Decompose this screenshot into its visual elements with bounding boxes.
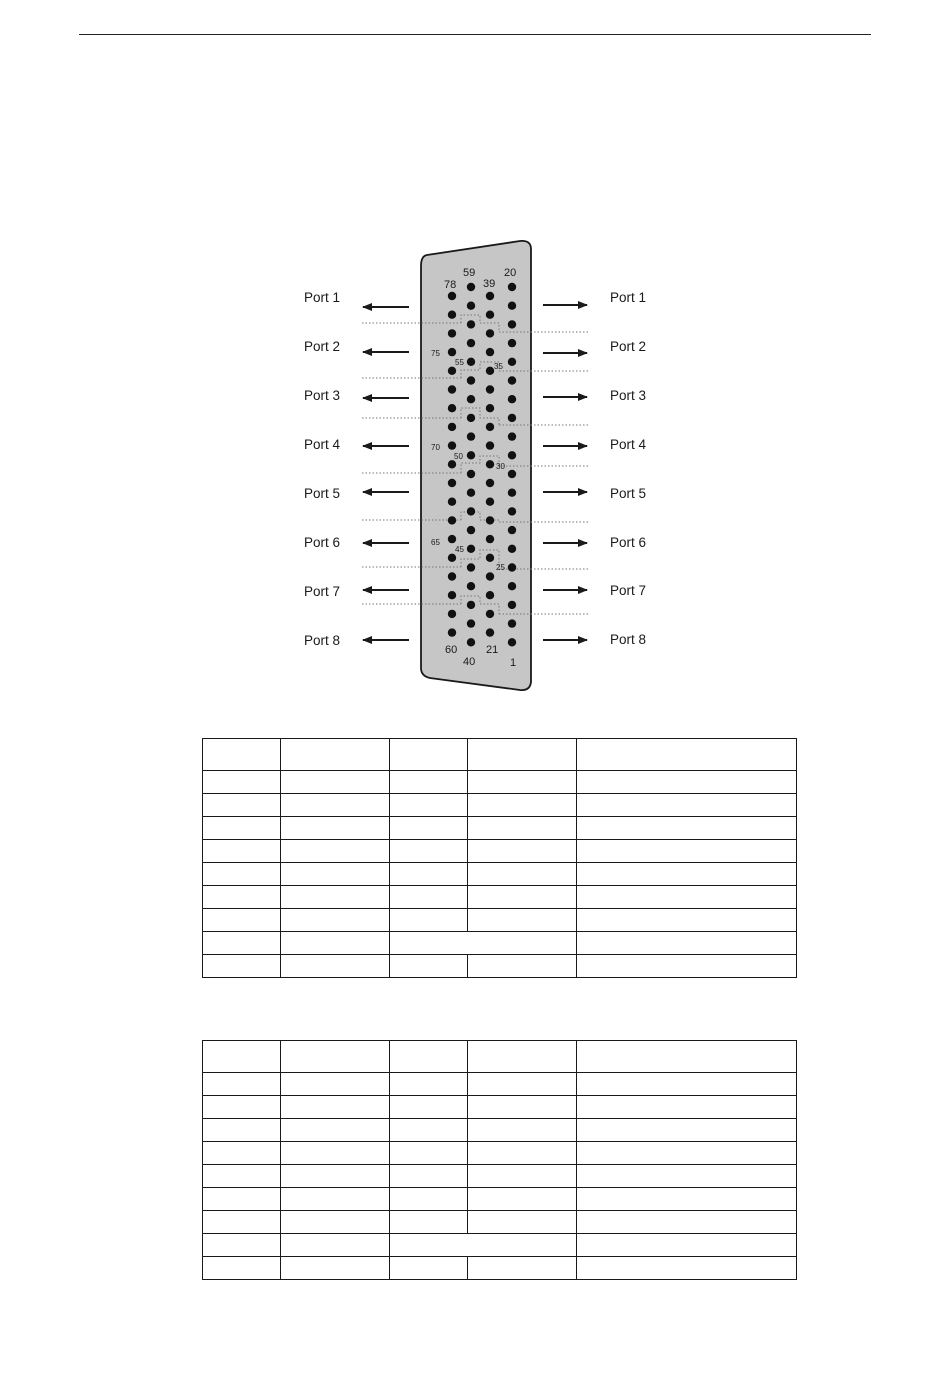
table-cell <box>203 886 281 909</box>
connector-pin <box>508 320 516 328</box>
connector-pin <box>448 535 456 543</box>
table-cell <box>390 1211 468 1234</box>
connector-pin <box>486 404 494 412</box>
connector-pin <box>467 320 475 328</box>
connector-pin <box>486 628 494 636</box>
connector-pin <box>448 479 456 487</box>
table-cell <box>203 1073 281 1096</box>
connector-pin <box>467 507 475 515</box>
connector-pin <box>508 376 516 384</box>
table-cell <box>468 1142 577 1165</box>
table-cell <box>390 1165 468 1188</box>
pin-number-label: 40 <box>463 656 476 668</box>
table-cell <box>577 840 797 863</box>
connector-pin <box>486 292 494 300</box>
table-cell <box>203 1234 281 1257</box>
table-row <box>203 886 797 909</box>
pin-number-label: 55 <box>455 358 464 367</box>
connector-pin <box>508 507 516 515</box>
table-cell <box>281 1165 390 1188</box>
table-cell <box>281 840 390 863</box>
connector-pin <box>508 414 516 422</box>
table-cell <box>281 955 390 978</box>
connector-pin <box>467 526 475 534</box>
table-cell <box>203 794 281 817</box>
connector-pin <box>486 610 494 618</box>
connector-pin <box>448 385 456 393</box>
table-cell <box>468 1257 577 1280</box>
table-cell <box>390 1096 468 1119</box>
connector-pin <box>486 591 494 599</box>
table-cell <box>203 1257 281 1280</box>
table-cell <box>390 1119 468 1142</box>
connector-pin <box>467 489 475 497</box>
table-cell <box>577 1234 797 1257</box>
connector-pin <box>467 545 475 553</box>
table-cell <box>577 909 797 932</box>
connector-pin <box>486 348 494 356</box>
table-cell <box>281 1234 390 1257</box>
connector-pin <box>467 395 475 403</box>
table-cell <box>281 909 390 932</box>
connector-pin <box>448 441 456 449</box>
connector-pin <box>467 582 475 590</box>
connector-pin <box>508 302 516 310</box>
table-cell <box>390 886 468 909</box>
port-label-right: Port 3 <box>610 388 647 403</box>
port-label-left: Port 3 <box>304 388 341 403</box>
table-cell <box>577 1142 797 1165</box>
port-label-left: Port 2 <box>304 339 341 354</box>
table-cell <box>390 739 468 771</box>
table-cell <box>577 1257 797 1280</box>
table-cell <box>390 1041 468 1073</box>
table-cell <box>390 794 468 817</box>
table-row <box>203 1188 797 1211</box>
table-cell <box>577 1211 797 1234</box>
pin-number-label: 1 <box>510 657 517 669</box>
table-cell <box>281 1096 390 1119</box>
connector-pin <box>508 358 516 366</box>
pin-number-label: 21 <box>486 644 499 656</box>
table-cell <box>390 1257 468 1280</box>
table-cell <box>577 955 797 978</box>
table-cell <box>203 1142 281 1165</box>
table-cell <box>468 886 577 909</box>
port-label-left: Port 7 <box>304 584 341 599</box>
table-cell <box>281 817 390 840</box>
table-row <box>203 840 797 863</box>
table-cell <box>390 1234 577 1257</box>
table-cell <box>577 794 797 817</box>
connector-pin <box>508 638 516 646</box>
connector-pin <box>448 591 456 599</box>
table-cell <box>468 863 577 886</box>
table-cell <box>203 1165 281 1188</box>
table-cell <box>468 771 577 794</box>
connector-pin <box>467 283 475 291</box>
connector-pin <box>508 545 516 553</box>
table-cell <box>577 771 797 794</box>
table-cell <box>468 817 577 840</box>
table-header-row <box>203 1041 797 1073</box>
connector-pin <box>448 311 456 319</box>
table-cell <box>203 1041 281 1073</box>
table-row <box>203 1165 797 1188</box>
connector-pin <box>467 451 475 459</box>
connector-pin <box>508 489 516 497</box>
connector-pin <box>448 572 456 580</box>
connector-pin <box>467 339 475 347</box>
table-cell <box>203 1119 281 1142</box>
table-cell <box>468 1119 577 1142</box>
table-cell <box>468 909 577 932</box>
table-cell <box>203 840 281 863</box>
connector-pin <box>448 348 456 356</box>
table-cell <box>577 1119 797 1142</box>
table-cell <box>390 840 468 863</box>
connector-pin <box>508 283 516 291</box>
connector-pin <box>448 329 456 337</box>
connector-pin <box>448 423 456 431</box>
pin-number-label: 25 <box>496 563 505 572</box>
table-row <box>203 1096 797 1119</box>
table-cell <box>203 771 281 794</box>
connector-pin <box>508 451 516 459</box>
table-cell <box>468 1188 577 1211</box>
table-row <box>203 817 797 840</box>
table-row <box>203 932 797 955</box>
table-row <box>203 794 797 817</box>
table-cell <box>281 1142 390 1165</box>
pin-number-label: 60 <box>445 644 458 656</box>
pin-number-label: 35 <box>494 362 503 371</box>
table-row <box>203 1234 797 1257</box>
connector-pin <box>486 554 494 562</box>
port-label-right: Port 6 <box>610 535 647 550</box>
table-cell <box>390 932 577 955</box>
connector-pin <box>486 329 494 337</box>
table-cell <box>281 1041 390 1073</box>
connector-pin <box>448 610 456 618</box>
table-cell <box>468 739 577 771</box>
table-cell <box>577 817 797 840</box>
connector-pin <box>467 376 475 384</box>
connector-pin <box>467 470 475 478</box>
table-cell <box>281 1257 390 1280</box>
pin-number-label: 20 <box>504 267 517 279</box>
table-cell <box>203 932 281 955</box>
connector-pin <box>486 441 494 449</box>
table-row <box>203 909 797 932</box>
table-cell <box>577 863 797 886</box>
table-cell <box>281 1073 390 1096</box>
port-label-right: Port 4 <box>610 437 647 452</box>
connector-pin <box>508 339 516 347</box>
connector-pin <box>486 367 494 375</box>
table-cell <box>390 1142 468 1165</box>
table-cell <box>468 955 577 978</box>
port-label-right: Port 5 <box>610 486 647 501</box>
table-cell <box>577 886 797 909</box>
connector-pin <box>508 582 516 590</box>
table-row <box>203 771 797 794</box>
table-cell <box>390 771 468 794</box>
connector-pin <box>508 395 516 403</box>
table-cell <box>390 1188 468 1211</box>
connector-pin <box>448 460 456 468</box>
table-cell <box>281 739 390 771</box>
table-cell <box>468 794 577 817</box>
table-cell <box>390 817 468 840</box>
connector-pin <box>448 292 456 300</box>
table-cell <box>468 1073 577 1096</box>
connector-pin <box>467 638 475 646</box>
connector-pin <box>467 619 475 627</box>
table-cell <box>577 739 797 771</box>
table-cell <box>281 1188 390 1211</box>
connector-pin <box>448 554 456 562</box>
table-header-row <box>203 739 797 771</box>
port-label-left: Port 8 <box>304 633 341 648</box>
connector-pin <box>508 563 516 571</box>
connector-pin <box>467 432 475 440</box>
table-cell <box>468 1211 577 1234</box>
table-row <box>203 955 797 978</box>
connector-pin <box>486 516 494 524</box>
table-cell <box>577 1188 797 1211</box>
port-label-right: Port 7 <box>610 583 647 598</box>
port-label-left: Port 1 <box>304 290 341 305</box>
table-cell <box>390 863 468 886</box>
table-cell <box>468 1096 577 1119</box>
connector-pin <box>448 404 456 412</box>
connector-pin <box>486 535 494 543</box>
pin-assignment-table-1 <box>202 738 797 978</box>
port-label-right: Port 8 <box>610 632 647 647</box>
connector-pin <box>448 498 456 506</box>
table-cell <box>281 771 390 794</box>
table-row <box>203 1257 797 1280</box>
port-label-left: Port 5 <box>304 486 341 501</box>
connector-pin <box>448 367 456 375</box>
connector-pin <box>467 358 475 366</box>
pin-number-label: 78 <box>444 279 457 291</box>
table-cell <box>468 1165 577 1188</box>
connector-pin <box>448 628 456 636</box>
connector-pin <box>486 460 494 468</box>
pin-number-label: 70 <box>431 443 440 452</box>
pin-number-label: 50 <box>454 452 463 461</box>
connector-pin <box>467 601 475 609</box>
table-cell <box>203 909 281 932</box>
table-cell <box>577 1041 797 1073</box>
connector-pin <box>508 470 516 478</box>
connector-pin <box>486 311 494 319</box>
pin-number-label: 39 <box>483 278 496 290</box>
table-cell <box>281 932 390 955</box>
connector-pin <box>508 601 516 609</box>
connector-pin <box>448 516 456 524</box>
port-label-right: Port 1 <box>610 290 647 305</box>
pin-number-label: 59 <box>463 267 476 279</box>
connector-pin <box>508 619 516 627</box>
pin-number-label: 30 <box>496 462 505 471</box>
table-cell <box>203 1096 281 1119</box>
table-row <box>203 863 797 886</box>
connector-pin <box>508 526 516 534</box>
table-cell <box>577 1165 797 1188</box>
pin-assignment-table-2 <box>202 1040 797 1280</box>
table-cell <box>390 1073 468 1096</box>
pin-number-label: 75 <box>431 349 440 358</box>
connector-pin <box>508 432 516 440</box>
table-cell <box>281 794 390 817</box>
connector-pin <box>486 423 494 431</box>
table-row <box>203 1119 797 1142</box>
connector-pin <box>467 302 475 310</box>
table-cell <box>203 739 281 771</box>
table-cell <box>203 863 281 886</box>
table-cell <box>468 1041 577 1073</box>
table-cell <box>390 955 468 978</box>
table-row <box>203 1142 797 1165</box>
table-cell <box>203 817 281 840</box>
table-row <box>203 1073 797 1096</box>
table-cell <box>281 886 390 909</box>
pin-number-label: 45 <box>455 545 464 554</box>
table-cell <box>577 932 797 955</box>
connector-pin <box>486 385 494 393</box>
connector-pin <box>467 563 475 571</box>
table-cell <box>390 909 468 932</box>
port-label-left: Port 4 <box>304 437 341 452</box>
connector-pin <box>486 498 494 506</box>
port-label-right: Port 2 <box>610 339 647 354</box>
port-label-left: Port 6 <box>304 535 341 550</box>
pin-number-label: 65 <box>431 538 440 547</box>
table-cell <box>203 955 281 978</box>
table-cell <box>203 1188 281 1211</box>
table-cell <box>577 1073 797 1096</box>
connector-pin <box>486 572 494 580</box>
table-cell <box>468 840 577 863</box>
table-cell <box>281 863 390 886</box>
table-row <box>203 1211 797 1234</box>
connector-pin <box>486 479 494 487</box>
table-cell <box>281 1211 390 1234</box>
connector-pin <box>467 414 475 422</box>
table-cell <box>281 1119 390 1142</box>
table-cell <box>203 1211 281 1234</box>
table-cell <box>577 1096 797 1119</box>
